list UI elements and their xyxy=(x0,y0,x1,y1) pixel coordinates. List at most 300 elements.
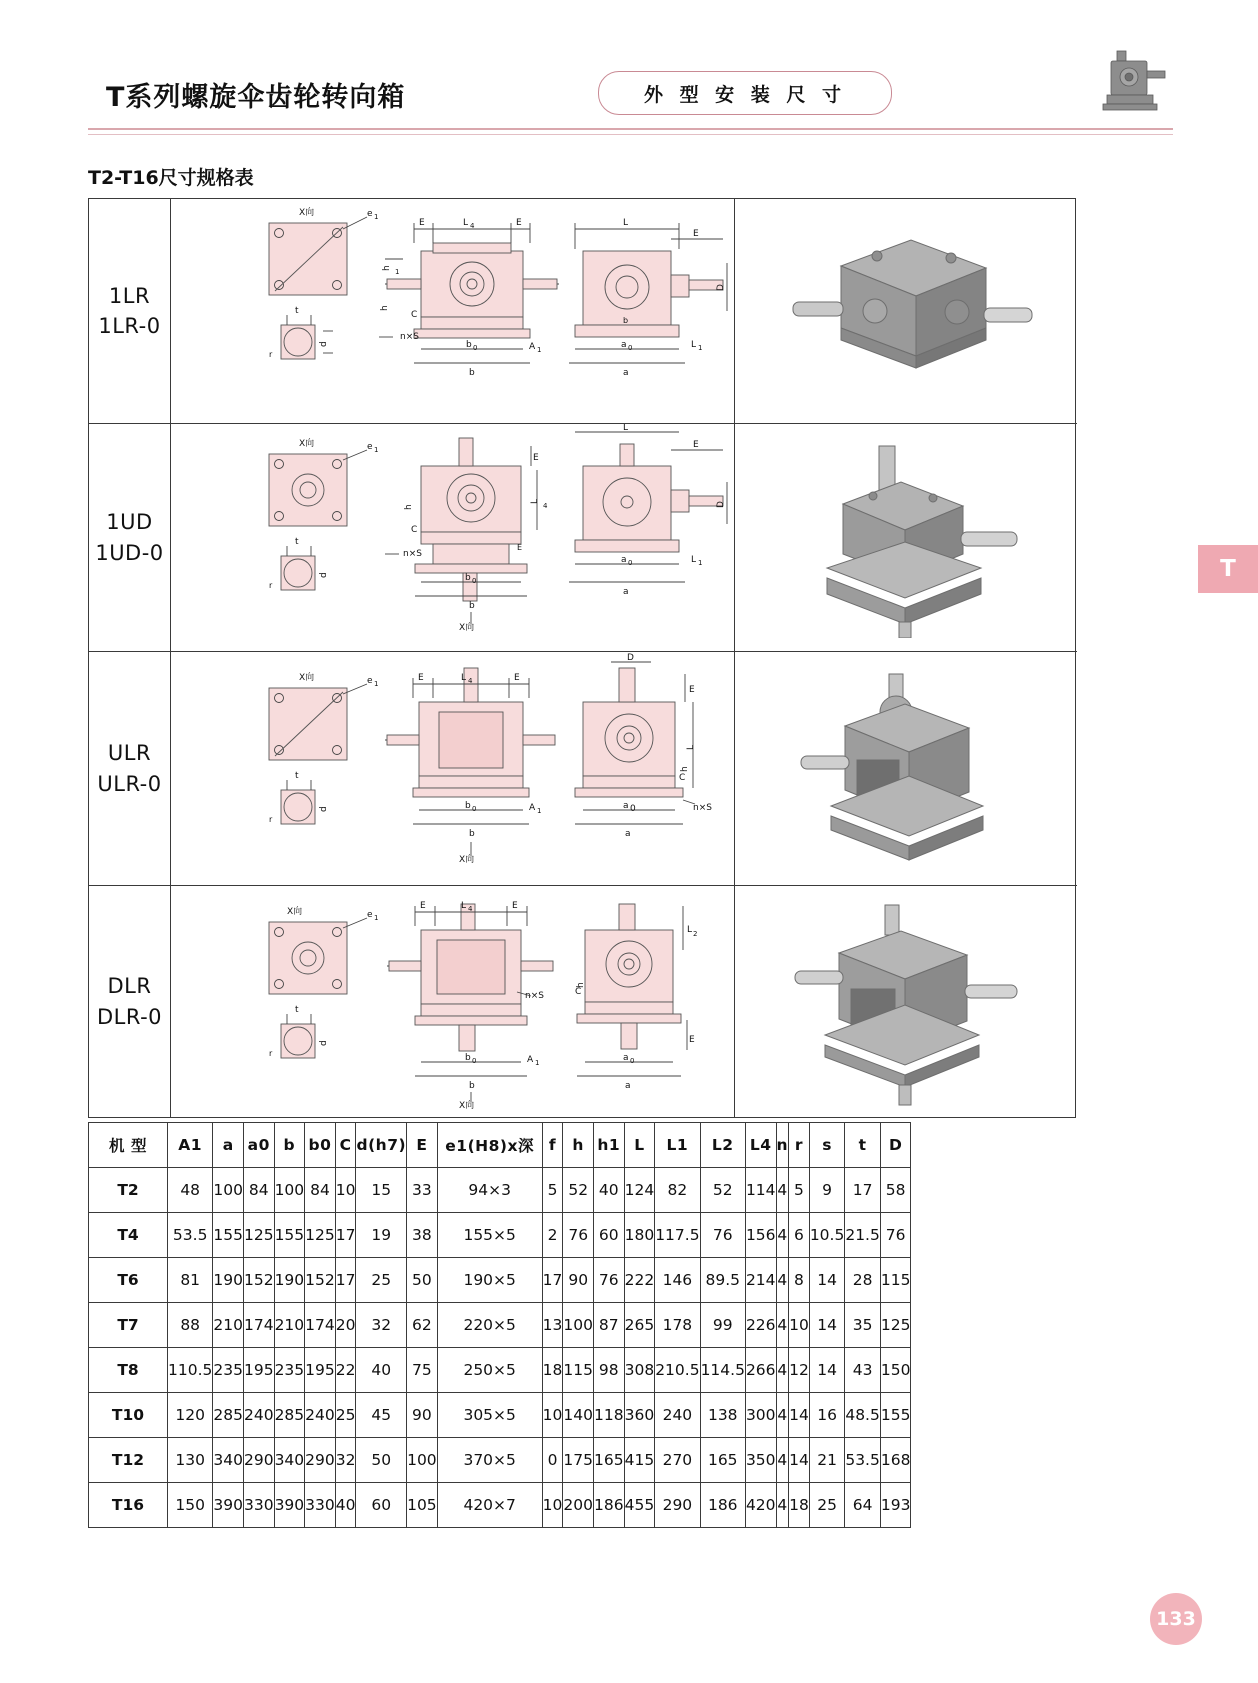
cell-model: T8 xyxy=(89,1348,168,1393)
cell-f: 17 xyxy=(542,1258,563,1303)
cell-a0: 84 xyxy=(243,1168,274,1213)
cell-l4: 350 xyxy=(745,1438,776,1483)
cell-t: 21.5 xyxy=(845,1213,881,1258)
cell-e1: 420×7 xyxy=(437,1483,542,1528)
drawing-row-1ud xyxy=(89,424,1077,652)
drawing-row-1ud-diagram xyxy=(171,424,735,651)
spec-header-cell-9: e1(H8)x深 xyxy=(437,1123,542,1168)
cell-h1: 118 xyxy=(594,1393,625,1438)
spec-header-cell-10: f xyxy=(542,1123,563,1168)
drawing-row-1ud-photo xyxy=(735,424,1077,651)
cell-a: 285 xyxy=(213,1393,244,1438)
svg-text:X向: X向 xyxy=(459,1101,475,1111)
svg-text:1: 1 xyxy=(698,559,703,567)
cell-e: 75 xyxy=(407,1348,438,1393)
spec-header-cell-19: s xyxy=(809,1123,845,1168)
drawing-row-1ud-model xyxy=(89,424,171,651)
cell-s: 21 xyxy=(809,1438,845,1483)
table-row xyxy=(89,1168,911,1213)
cell-l: 415 xyxy=(624,1438,655,1483)
cell-r: 6 xyxy=(789,1213,810,1258)
cell-l: 124 xyxy=(624,1168,655,1213)
svg-text:E: E xyxy=(512,901,518,911)
cell-n: 4 xyxy=(776,1483,789,1528)
svg-text:t: t xyxy=(295,537,299,547)
cell-b: 100 xyxy=(274,1168,305,1213)
svg-text:X向: X向 xyxy=(299,673,315,683)
cell-b: 285 xyxy=(274,1393,305,1438)
svg-text:0: 0 xyxy=(630,1057,635,1065)
cell-h: 52 xyxy=(563,1168,594,1213)
cell-e: 33 xyxy=(407,1168,438,1213)
cell-h1: 165 xyxy=(594,1438,625,1483)
cell-h1: 40 xyxy=(594,1168,625,1213)
cell-b: 235 xyxy=(274,1348,305,1393)
svg-text:h: h xyxy=(380,305,390,311)
cell-t: 35 xyxy=(845,1303,881,1348)
spec-header-cell-14: L1 xyxy=(655,1123,700,1168)
cell-l1: 146 xyxy=(655,1258,700,1303)
cell-b0: 84 xyxy=(305,1168,336,1213)
cell-n: 4 xyxy=(776,1348,789,1393)
cell-l4: 266 xyxy=(745,1348,776,1393)
model-line-2: 1UD-0 xyxy=(95,540,164,565)
cell-e1: 250×5 xyxy=(437,1348,542,1393)
cell-a: 100 xyxy=(213,1168,244,1213)
cell-a: 235 xyxy=(213,1348,244,1393)
cell-e1: 305×5 xyxy=(437,1393,542,1438)
cell-h: 140 xyxy=(563,1393,594,1438)
drawing-row-ulr-diagram xyxy=(171,652,735,885)
cell-l4: 156 xyxy=(745,1213,776,1258)
svg-text:b: b xyxy=(469,829,475,839)
svg-text:b: b xyxy=(469,368,475,378)
svg-text:a: a xyxy=(621,555,627,565)
cell-a1: 120 xyxy=(168,1393,213,1438)
drawing-row-1lr-model xyxy=(89,199,171,423)
cell-l: 308 xyxy=(624,1348,655,1393)
spec-header-cell-17: n xyxy=(776,1123,789,1168)
cell-n: 4 xyxy=(776,1168,789,1213)
cell-c: 17 xyxy=(335,1213,356,1258)
cell-l2: 76 xyxy=(700,1213,745,1258)
cell-e: 62 xyxy=(407,1303,438,1348)
cell-h1: 98 xyxy=(594,1348,625,1393)
cell-a0: 152 xyxy=(243,1258,274,1303)
table-row xyxy=(89,1393,911,1438)
cell-a0: 174 xyxy=(243,1303,274,1348)
svg-text:h: h xyxy=(404,504,414,510)
spec-header-cell-8: E xyxy=(407,1123,438,1168)
svg-text:0: 0 xyxy=(472,1057,477,1065)
svg-text:e: e xyxy=(367,209,373,219)
model-line-1: ULR xyxy=(107,741,152,766)
svg-text:1: 1 xyxy=(374,914,379,922)
cell-a0: 330 xyxy=(243,1483,274,1528)
cell-b0: 174 xyxy=(305,1303,336,1348)
cell-f: 10 xyxy=(542,1393,563,1438)
svg-text:n×S: n×S xyxy=(403,549,422,559)
cell-model: T2 xyxy=(89,1168,168,1213)
cell-s: 9 xyxy=(809,1168,845,1213)
model-line-2: DLR-0 xyxy=(96,1004,163,1029)
cell-h1: 76 xyxy=(594,1258,625,1303)
cell-t: 64 xyxy=(845,1483,881,1528)
svg-text:E: E xyxy=(693,440,699,450)
svg-text:t: t xyxy=(295,306,299,316)
cell-model: T6 xyxy=(89,1258,168,1303)
cell-r: 12 xyxy=(789,1348,810,1393)
cell-l4: 300 xyxy=(745,1393,776,1438)
spec-header-cell-11: h xyxy=(563,1123,594,1168)
cell-a1: 53.5 xyxy=(168,1213,213,1258)
cell-l2: 138 xyxy=(700,1393,745,1438)
cell-model: T10 xyxy=(89,1393,168,1438)
drawing-row-dlr-photo xyxy=(735,886,1077,1117)
spec-header-cell-4: b xyxy=(274,1123,305,1168)
cell-s: 16 xyxy=(809,1393,845,1438)
svg-text:b: b xyxy=(466,340,472,350)
cell-t: 48.5 xyxy=(845,1393,881,1438)
cell-dd: 168 xyxy=(880,1438,911,1483)
cell-a1: 110.5 xyxy=(168,1348,213,1393)
cell-dd: 155 xyxy=(880,1393,911,1438)
drawing-row-1lr-photo xyxy=(735,199,1077,423)
cell-s: 25 xyxy=(809,1483,845,1528)
svg-text:n×S: n×S xyxy=(693,803,712,813)
gearbox-icon xyxy=(1093,45,1173,125)
svg-text:C: C xyxy=(411,310,418,320)
cell-s: 10.5 xyxy=(809,1213,845,1258)
cell-b0: 290 xyxy=(305,1438,336,1483)
cell-r: 14 xyxy=(789,1438,810,1483)
svg-text:b: b xyxy=(469,1081,475,1091)
cell-e: 90 xyxy=(407,1393,438,1438)
spec-header-cell-0: 机 型 xyxy=(89,1123,168,1168)
svg-text:A: A xyxy=(529,342,536,352)
svg-text:X向: X向 xyxy=(287,907,303,917)
svg-text:e: e xyxy=(367,910,373,920)
cell-e: 100 xyxy=(407,1438,438,1483)
cell-c: 32 xyxy=(335,1438,356,1483)
cell-l1: 82 xyxy=(655,1168,700,1213)
cell-e1: 94×3 xyxy=(437,1168,542,1213)
svg-text:0: 0 xyxy=(472,805,477,813)
model-line-1: DLR xyxy=(107,974,152,999)
cell-h: 90 xyxy=(563,1258,594,1303)
cell-e1: 220×5 xyxy=(437,1303,542,1348)
cell-a: 155 xyxy=(213,1213,244,1258)
svg-text:D: D xyxy=(627,653,634,663)
cell-a: 340 xyxy=(213,1438,244,1483)
cell-b: 155 xyxy=(274,1213,305,1258)
svg-text:0: 0 xyxy=(628,559,633,567)
cell-a1: 48 xyxy=(168,1168,213,1213)
cell-l2: 99 xyxy=(700,1303,745,1348)
cell-e: 38 xyxy=(407,1213,438,1258)
table-row xyxy=(89,1303,911,1348)
svg-text:t: t xyxy=(295,771,299,781)
drawing-table xyxy=(88,198,1076,1118)
cell-l: 222 xyxy=(624,1258,655,1303)
table-row xyxy=(89,1258,911,1303)
svg-text:r: r xyxy=(269,815,273,824)
cell-e1: 155×5 xyxy=(437,1213,542,1258)
cell-l4: 226 xyxy=(745,1303,776,1348)
cell-l: 360 xyxy=(624,1393,655,1438)
svg-text:X向: X向 xyxy=(459,855,475,865)
spec-header-cell-3: a0 xyxy=(243,1123,274,1168)
cell-r: 10 xyxy=(789,1303,810,1348)
svg-text:a: a xyxy=(621,340,627,350)
drawing-row-ulr-model xyxy=(89,652,171,885)
cell-s: 14 xyxy=(809,1303,845,1348)
cell-n: 4 xyxy=(776,1438,789,1483)
cell-l2: 52 xyxy=(700,1168,745,1213)
svg-text:b: b xyxy=(469,601,475,611)
svg-text:E: E xyxy=(418,673,424,683)
svg-text:E: E xyxy=(533,453,539,463)
cell-b: 340 xyxy=(274,1438,305,1483)
cell-e: 50 xyxy=(407,1258,438,1303)
svg-text:C: C xyxy=(575,987,582,997)
cell-l: 265 xyxy=(624,1303,655,1348)
cell-l: 455 xyxy=(624,1483,655,1528)
cell-model: T16 xyxy=(89,1483,168,1528)
svg-text:h: h xyxy=(576,982,586,988)
page-title: T系列螺旋伞齿轮转向箱 xyxy=(106,82,406,113)
spec-header-cell-12: h1 xyxy=(594,1123,625,1168)
svg-text:E: E xyxy=(693,229,699,239)
model-line-1: 1LR xyxy=(108,283,151,308)
side-tab-t[interactable] xyxy=(1198,545,1258,593)
page-header xyxy=(88,55,1173,135)
svg-text:L: L xyxy=(686,744,696,750)
cell-a1: 88 xyxy=(168,1303,213,1348)
spec-header-cell-6: C xyxy=(335,1123,356,1168)
svg-text:D: D xyxy=(716,501,726,508)
cell-d: 45 xyxy=(356,1393,407,1438)
svg-text:1: 1 xyxy=(374,446,379,454)
cell-dd: 58 xyxy=(880,1168,911,1213)
cell-dd: 115 xyxy=(880,1258,911,1303)
cell-model: T7 xyxy=(89,1303,168,1348)
drawing-row-dlr xyxy=(89,886,1077,1117)
side-tab-label: T xyxy=(1220,556,1236,582)
svg-text:E: E xyxy=(514,673,520,683)
cell-l4: 114 xyxy=(745,1168,776,1213)
svg-text:A: A xyxy=(529,803,536,813)
spec-header-cell-21: D xyxy=(880,1123,911,1168)
svg-text:d: d xyxy=(319,572,329,578)
cell-f: 2 xyxy=(542,1213,563,1258)
cell-a1: 130 xyxy=(168,1438,213,1483)
svg-text:4: 4 xyxy=(468,677,473,685)
table-row xyxy=(89,1213,911,1258)
spec-table-header-row xyxy=(89,1123,911,1168)
svg-text:a: a xyxy=(623,801,629,811)
svg-text:d: d xyxy=(319,341,329,347)
cell-dd: 125 xyxy=(880,1303,911,1348)
svg-text:E: E xyxy=(689,1035,695,1045)
cell-t: 43 xyxy=(845,1348,881,1393)
cell-b: 390 xyxy=(274,1483,305,1528)
svg-text:E: E xyxy=(689,685,695,695)
cell-n: 4 xyxy=(776,1303,789,1348)
cell-c: 17 xyxy=(335,1258,356,1303)
cell-a: 210 xyxy=(213,1303,244,1348)
svg-text:0: 0 xyxy=(473,344,478,352)
cell-h: 200 xyxy=(563,1483,594,1528)
svg-text:n×S: n×S xyxy=(525,991,544,1001)
drawing-row-1lr-diagram xyxy=(171,199,735,423)
svg-text:0: 0 xyxy=(628,344,633,352)
svg-text:L: L xyxy=(623,424,629,433)
cell-d: 19 xyxy=(356,1213,407,1258)
cell-model: T4 xyxy=(89,1213,168,1258)
cell-l1: 210.5 xyxy=(655,1348,700,1393)
cell-h1: 87 xyxy=(594,1303,625,1348)
cell-f: 0 xyxy=(542,1438,563,1483)
cell-l1: 117.5 xyxy=(655,1213,700,1258)
svg-text:r: r xyxy=(269,581,273,590)
cell-t: 53.5 xyxy=(845,1438,881,1483)
svg-text:1: 1 xyxy=(535,1059,540,1067)
svg-text:a: a xyxy=(625,829,631,839)
svg-text:a: a xyxy=(623,1053,629,1063)
table-row xyxy=(89,1348,911,1393)
spec-header-cell-16: L4 xyxy=(745,1123,776,1168)
cell-a0: 290 xyxy=(243,1438,274,1483)
cell-b: 210 xyxy=(274,1303,305,1348)
cell-dd: 193 xyxy=(880,1483,911,1528)
svg-text:h: h xyxy=(382,265,392,271)
cell-c: 10 xyxy=(335,1168,356,1213)
cell-b0: 240 xyxy=(305,1393,336,1438)
svg-text:A: A xyxy=(527,1055,534,1065)
svg-text:4: 4 xyxy=(543,502,548,510)
page-number-badge xyxy=(1150,1593,1202,1645)
cell-f: 5 xyxy=(542,1168,563,1213)
svg-text:L: L xyxy=(461,901,467,911)
cell-b0: 195 xyxy=(305,1348,336,1393)
svg-text:1: 1 xyxy=(537,346,542,354)
cell-c: 22 xyxy=(335,1348,356,1393)
spec-header-cell-5: b0 xyxy=(305,1123,336,1168)
svg-text:1: 1 xyxy=(698,344,703,352)
cell-r: 5 xyxy=(789,1168,810,1213)
model-line-2: ULR-0 xyxy=(97,771,162,796)
cell-a1: 150 xyxy=(168,1483,213,1528)
spec-header-cell-2: a xyxy=(213,1123,244,1168)
cell-h: 115 xyxy=(563,1348,594,1393)
svg-text:h: h xyxy=(680,766,690,772)
section-badge xyxy=(598,71,892,115)
svg-text:1: 1 xyxy=(537,807,542,815)
cell-n: 4 xyxy=(776,1258,789,1303)
cell-l2: 165 xyxy=(700,1438,745,1483)
cell-c: 40 xyxy=(335,1483,356,1528)
svg-text:E: E xyxy=(419,218,425,228)
svg-text:X向: X向 xyxy=(299,208,315,218)
drawing-row-ulr-photo xyxy=(735,652,1077,885)
svg-text:L: L xyxy=(691,340,697,350)
cell-l1: 178 xyxy=(655,1303,700,1348)
cell-l4: 214 xyxy=(745,1258,776,1303)
svg-text:E: E xyxy=(420,901,426,911)
svg-text:L: L xyxy=(687,925,693,935)
svg-text:a: a xyxy=(623,368,629,378)
cell-d: 50 xyxy=(356,1438,407,1483)
drawing-row-ulr xyxy=(89,652,1077,886)
svg-text:b: b xyxy=(465,573,471,583)
spec-table-caption: T2-T16尺寸规格表 xyxy=(88,167,254,189)
svg-text:C: C xyxy=(679,773,686,783)
svg-text:E: E xyxy=(516,218,522,228)
cell-h1: 60 xyxy=(594,1213,625,1258)
cell-r: 8 xyxy=(789,1258,810,1303)
cell-n: 4 xyxy=(776,1213,789,1258)
svg-text:D: D xyxy=(716,284,726,291)
svg-text:L: L xyxy=(530,498,540,504)
svg-text:0: 0 xyxy=(472,577,477,585)
drawing-row-dlr-model xyxy=(89,886,171,1117)
svg-text:E: E xyxy=(517,543,523,552)
cell-l1: 240 xyxy=(655,1393,700,1438)
svg-text:b: b xyxy=(465,1053,471,1063)
cell-f: 10 xyxy=(542,1483,563,1528)
page-number-label: 133 xyxy=(1156,1608,1196,1630)
cell-d: 15 xyxy=(356,1168,407,1213)
cell-a: 390 xyxy=(213,1483,244,1528)
drawing-row-1lr xyxy=(89,199,1077,424)
cell-s: 14 xyxy=(809,1348,845,1393)
svg-text:0: 0 xyxy=(630,804,636,814)
header-divider-thin xyxy=(88,134,1173,135)
cell-e: 105 xyxy=(407,1483,438,1528)
cell-b: 190 xyxy=(274,1258,305,1303)
table-row xyxy=(89,1438,911,1483)
model-line-1: 1UD xyxy=(106,510,153,535)
cell-l: 180 xyxy=(624,1213,655,1258)
cell-d: 25 xyxy=(356,1258,407,1303)
cell-t: 28 xyxy=(845,1258,881,1303)
cell-e1: 370×5 xyxy=(437,1438,542,1483)
cell-c: 25 xyxy=(335,1393,356,1438)
cell-dd: 150 xyxy=(880,1348,911,1393)
cell-d: 60 xyxy=(356,1483,407,1528)
cell-b0: 125 xyxy=(305,1213,336,1258)
spec-header-cell-13: L xyxy=(624,1123,655,1168)
svg-text:C: C xyxy=(411,525,418,535)
svg-text:L: L xyxy=(461,673,467,683)
svg-text:a: a xyxy=(623,587,629,597)
cell-h: 76 xyxy=(563,1213,594,1258)
svg-text:1: 1 xyxy=(374,213,379,221)
cell-l4: 420 xyxy=(745,1483,776,1528)
cell-h: 175 xyxy=(563,1438,594,1483)
cell-s: 14 xyxy=(809,1258,845,1303)
table-row xyxy=(89,1483,911,1528)
spec-header-cell-20: t xyxy=(845,1123,881,1168)
svg-text:L: L xyxy=(463,218,469,228)
svg-text:1: 1 xyxy=(395,268,400,276)
spec-header-cell-1: A1 xyxy=(168,1123,213,1168)
svg-text:4: 4 xyxy=(468,905,473,913)
svg-text:t: t xyxy=(295,1005,299,1015)
svg-text:r: r xyxy=(269,1049,273,1058)
svg-text:X向: X向 xyxy=(299,439,315,449)
